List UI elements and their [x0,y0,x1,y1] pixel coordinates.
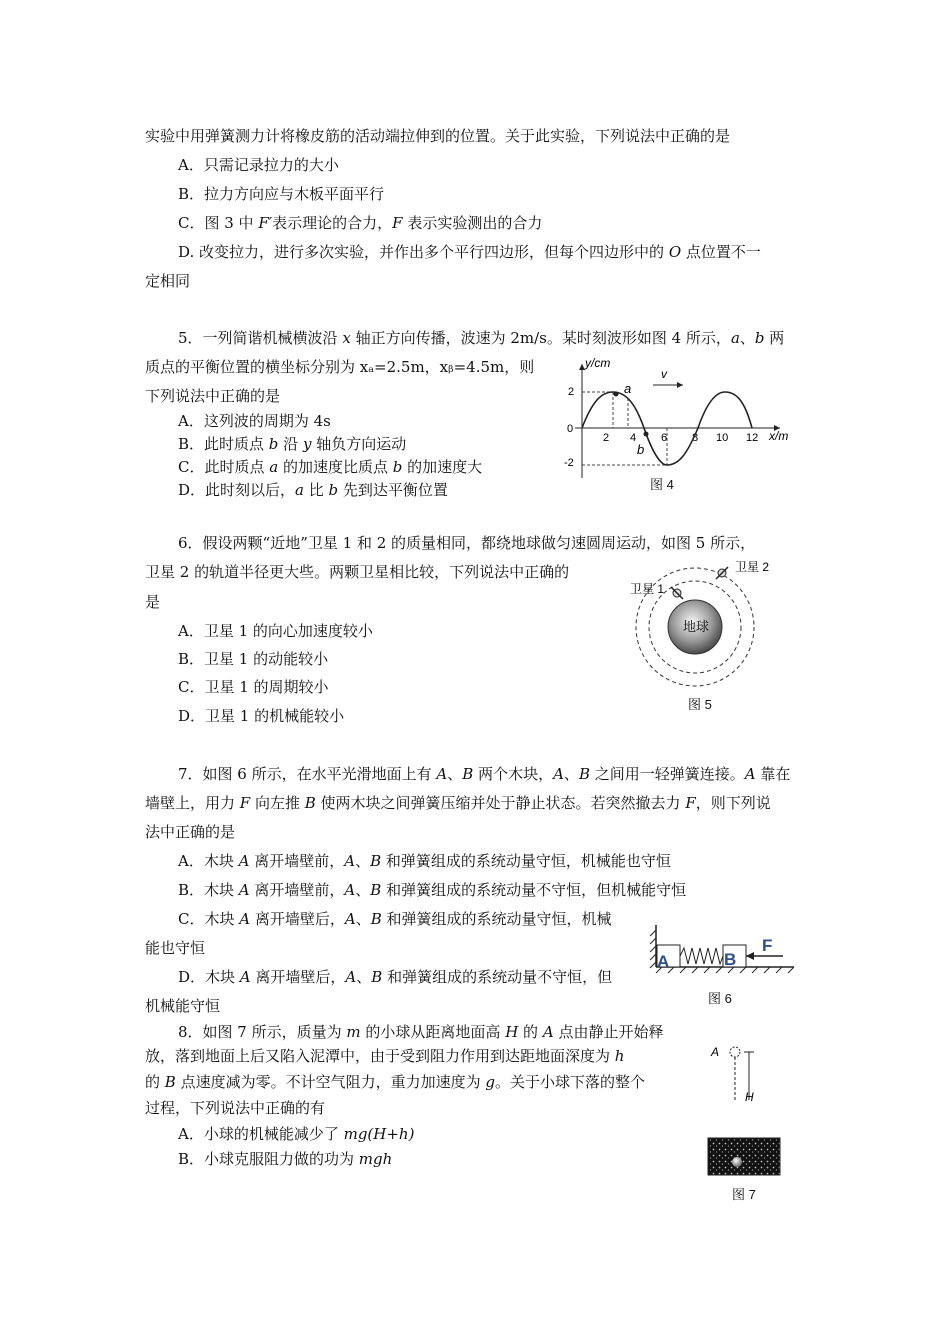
q7-option-c-line2: 能也守恒 [145,939,206,957]
q5-option-d: D．此时刻以后，a 比 b 先到达平衡位置 [178,481,448,499]
q6-option-b: B．卫星 1 的动能较小 [178,650,329,668]
wall-hatching [650,930,656,968]
q8-stem-line3: 的 B 点速度减为零。不计空气阻力，重力加速度为 g。关于小球下落的整个 [145,1073,645,1091]
x-tick-label: 12 [746,432,759,444]
x-tick-label: 8 [692,432,699,444]
q4-option-b: B．拉力方向应与木板平面平行 [178,185,385,203]
q4-intro: 实验中用弹簧测力计将橡皮筋的活动端拉伸到的位置。关于此实验，下列说法中正确的是 [145,127,731,145]
y-tick-label: 0 [567,423,574,435]
figure-4-caption: 图 4 [650,477,674,492]
block-a-label: A [657,952,670,971]
q5-stem-line1: 5．一列简谐机械横波沿 x 轴正方向传播，波速为 2m/s。某时刻波形如图 4 所示，a、b 两 [178,329,785,347]
x-tick-label: 6 [661,432,668,444]
q6-stem-line1: 6．假设两颗“近地”卫星 1 和 2 的质量相同，都绕地球做匀速圆周运动，如图 5 所示， [178,534,756,552]
ball-icon [732,1157,742,1167]
q5-stem-line3: 下列说法中正确的是 [145,387,281,405]
point-b [644,432,649,437]
figure-7-caption: 图 7 [732,1187,756,1202]
figure-5-caption: 图 5 [688,697,712,712]
q7-stem-line3: 法中正确的是 [145,823,236,841]
q8-option-a: A．小球的机械能减少了 mg(H+h) [178,1125,415,1143]
q6-stem-line3: 是 [145,593,161,611]
q4-option-c: C．图 3 中 F′表示理论的合力，F 表示实验测出的合力 [178,214,543,232]
point-a-label: a [624,381,632,396]
q7-stem-line1: 7．如图 6 所示，在水平光滑地面上有 A、B 两个木块，A、B 之间用一轻弹簧连接。A 靠在 [178,765,791,783]
q5-option-a: A．这列波的周期为 4s [178,412,331,430]
spring [680,948,723,964]
point-a-label: A [711,1045,720,1059]
q5-stem-line2: 质点的平衡位置的横坐标分别为 xₐ=2.5m，xᵦ=4.5m，则 [145,358,535,376]
y-tick-label: 2 [568,386,575,398]
q7-option-b: B．木块 A 离开墙壁前，A、B 和弹簧组成的系统动量不守恒，但机械能守恒 [178,881,687,899]
x-axis-label: x/m [769,429,789,443]
q6-option-c: C．卫星 1 的周期较小 [178,678,329,696]
satellite-1-label: 卫星 1 [630,582,665,596]
mud-pit [708,1138,780,1175]
q8-stem-line1: 8．如图 7 所示，质量为 m 的小球从距离地面高 H 的 A 点由静止开始释 [178,1023,664,1041]
y-axis-label: y/cm [585,356,611,370]
q7-option-d-line2: 机械能守恒 [145,997,221,1015]
q5-option-b: B．此时质点 b 沿 y 轴负方向运动 [178,435,407,453]
q4-option-d: D. 改变拉力，进行多次实验，并作出多个平行四边形，但每个四边形中的 O 点位置不一 [178,243,761,261]
x-tick-label: 4 [630,432,637,444]
q6-option-a: A．卫星 1 的向心加速度较小 [178,622,373,640]
figure-4-wave [555,350,805,495]
figure-6-blocks [648,920,798,975]
point-a [614,392,619,397]
satellite-1-icon [671,587,683,599]
figure-5-satellites [625,555,795,695]
q7-option-a: A．木块 A 离开墙壁前，A、B 和弹簧组成的系统动量守恒，机械能也守恒 [178,852,671,870]
q6-stem-line2: 卫星 2 的轨道半径更大些。两颗卫星相比较，下列说法中正确的 [145,563,570,581]
q7-stem-line2: 墙壁上，用力 F 向左推 B 使两木块之间弹簧压缩并处于静止状态。若突然撤去力 F，则下列说 [145,794,771,812]
q5-option-c: C．此时质点 a 的加速度比质点 b 的加速度大 [178,458,483,476]
q6-option-d: D．卫星 1 的机械能较小 [178,707,345,725]
block-b-label: B [724,950,737,969]
earth-label: 地球 [683,619,710,634]
q8-stem-line2: 放，落到地面上后又陷入泥潭中，由于受到阻力作用到达距地面深度为 h [145,1047,625,1065]
q7-option-c: C．木块 A 离开墙壁后，A、B 和弹簧组成的系统动量守恒，机械 [178,910,612,928]
x-tick-label: 10 [716,432,729,444]
q8-stem-line4: 过程，下列说法中正确的有 [145,1099,326,1117]
satellite-2-label: 卫星 2 [735,560,770,574]
height-label: H [745,1090,754,1104]
force-arrowhead [746,952,754,960]
q7-option-d: D．木块 A 离开墙壁后，A、B 和弹簧组成的系统动量不守恒，但 [178,968,613,986]
q4-option-a: A．只需记录拉力的大小 [178,156,339,174]
force-label: F [762,936,773,955]
figure-6-caption: 图 6 [708,991,732,1006]
ball-start-icon [730,1047,740,1057]
point-b-label: b [637,442,645,457]
x-tick-label: 2 [603,432,610,444]
y-tick-label: -2 [564,457,574,469]
q8-option-b: B．小球克服阻力做的功为 mgh [178,1150,393,1168]
q4-option-d-line2: 定相同 [145,272,191,290]
velocity-label: v [661,367,667,381]
figure-7-ball-drop [700,1040,790,1180]
